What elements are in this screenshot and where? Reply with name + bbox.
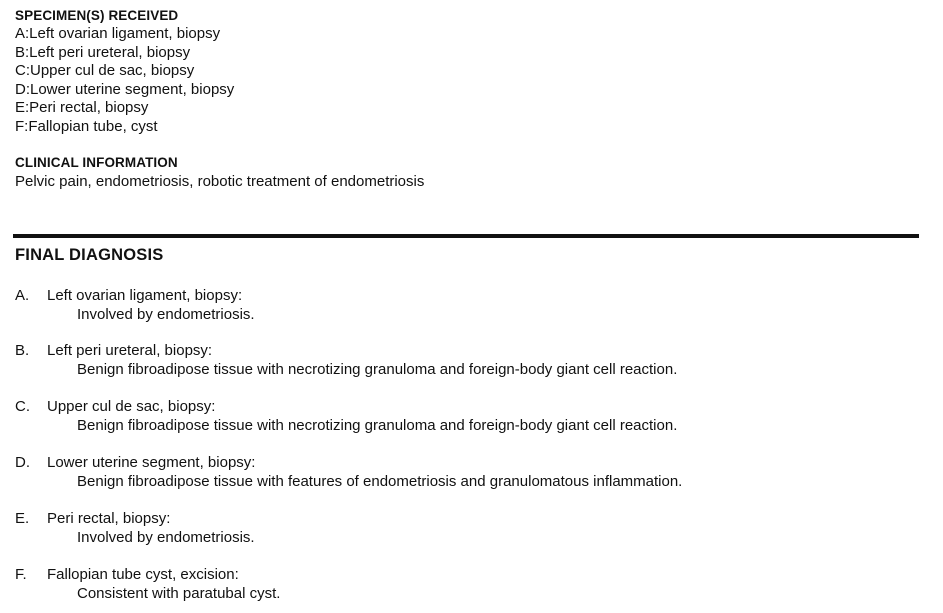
specimen-line: A:Left ovarian ligament, biopsy [15, 25, 221, 42]
diagnosis-letter: F. [15, 566, 27, 583]
diagnosis-item-d [15, 454, 915, 490]
diagnosis-finding: Benign fibroadipose tissue with necrotizing granuloma and foreign-body giant cell reaction. [77, 361, 678, 378]
specimen-line: D:Lower uterine segment, biopsy [15, 81, 235, 98]
diagnosis-site: Left peri ureteral, biopsy: [47, 342, 213, 359]
specimen-line: F:Fallopian tube, cyst [15, 118, 158, 135]
diagnosis-site: Lower uterine segment, biopsy: [47, 454, 256, 471]
diagnosis-letter: C. [15, 398, 30, 415]
diagnosis-finding: Involved by endometriosis. [77, 306, 255, 323]
diagnosis-site: Left ovarian ligament, biopsy: [47, 287, 243, 304]
diagnosis-finding: Involved by endometriosis. [77, 529, 255, 546]
diagnosis-item-a [15, 287, 915, 323]
diagnosis-finding: Benign fibroadipose tissue with features of endometriosis and granulomatous inflammation. [77, 473, 683, 490]
diagnosis-finding: Benign fibroadipose tissue with necrotizing granuloma and foreign-body giant cell reaction. [77, 417, 678, 434]
section-divider [13, 234, 919, 238]
diagnosis-item-b [15, 342, 915, 378]
diagnosis-item-f [15, 566, 915, 602]
diagnosis-site: Upper cul de sac, biopsy: [47, 398, 216, 415]
diagnosis-item-c [15, 398, 915, 434]
clinical-heading: CLINICAL INFORMATION [15, 155, 178, 170]
diagnosis-letter: E. [15, 510, 30, 527]
diagnosis-letter: D. [15, 454, 30, 471]
specimen-line: E:Peri rectal, biopsy [15, 99, 149, 116]
diagnosis-letter: A. [15, 287, 30, 304]
diagnosis-letter: B. [15, 342, 30, 359]
specimens-heading: SPECIMEN(S) RECEIVED [15, 8, 179, 23]
clinical-text: Pelvic pain, endometriosis, robotic treatment of endometriosis [15, 173, 425, 190]
final-diagnosis-heading: FINAL DIAGNOSIS [15, 246, 164, 264]
specimen-line: C:Upper cul de sac, biopsy [15, 62, 195, 79]
diagnosis-site: Peri rectal, biopsy: [47, 510, 171, 527]
diagnosis-item-e [15, 510, 915, 546]
diagnosis-finding: Consistent with paratubal cyst. [77, 585, 281, 602]
specimen-line: B:Left peri ureteral, biopsy [15, 44, 191, 61]
diagnosis-site: Fallopian tube cyst, excision: [47, 566, 239, 583]
